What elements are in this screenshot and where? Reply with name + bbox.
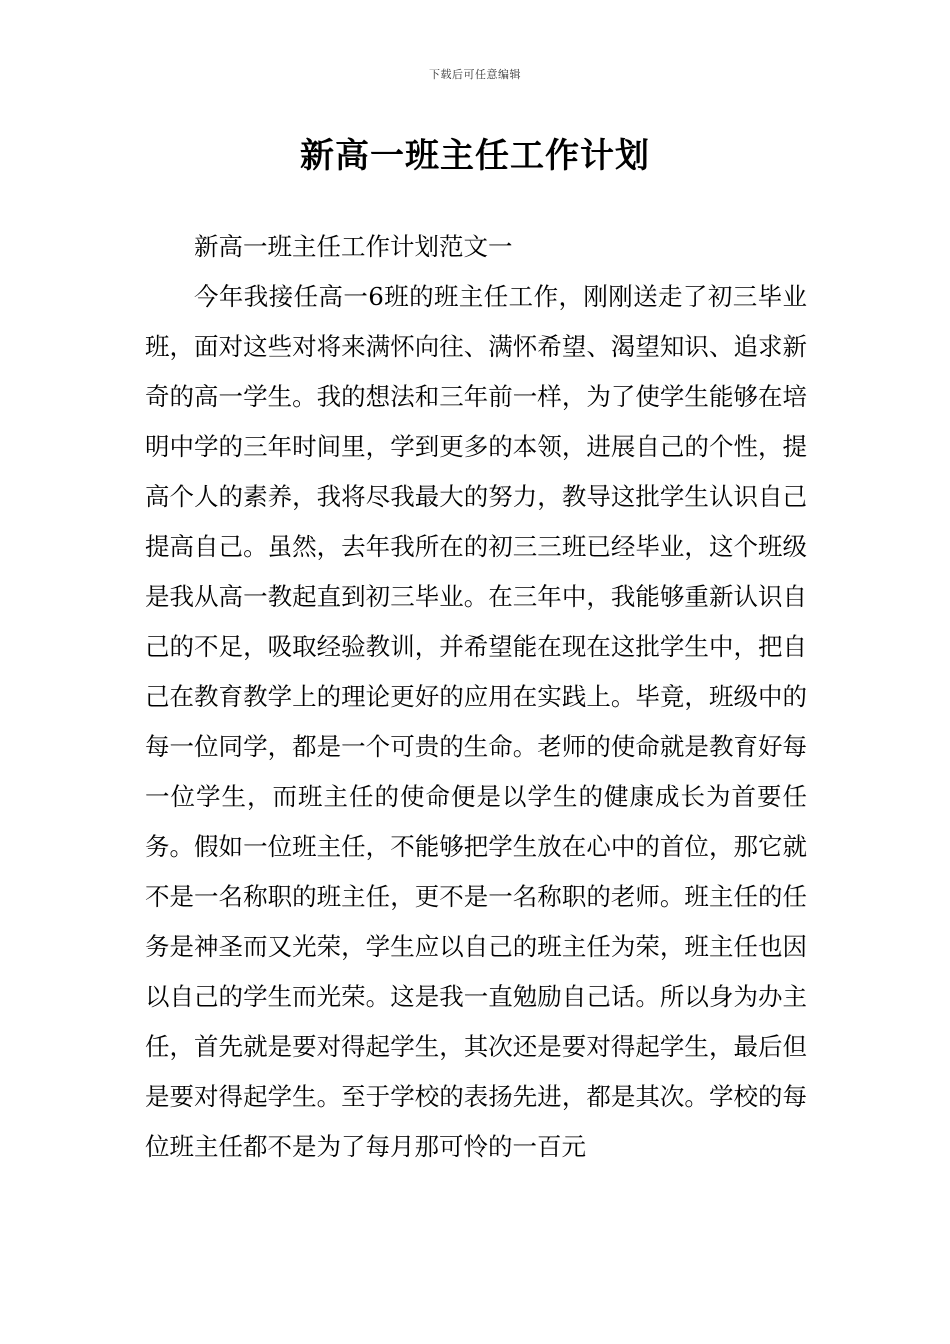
paragraph-subtitle: 新高一班主任工作计划范文一 [194, 232, 513, 261]
page-header-note: 下载后可任意编辑 [429, 68, 521, 81]
document-body [145, 222, 807, 1172]
paragraph-body: 今年我接任高一6班的班主任工作，刚刚送走了初三毕业班，面对这些对将来满怀向往、满怀希望、渴望知识、追求新奇的高一学生。我的想法和三年前一样，为了使学生能够在培明中学的三年时间里，学到更多的本领，进展自己的个性，提高个人的素养，我将尽我最大的努力，教导这批学生认识自己提高自己。虽然，去年我所在的初三三班已经毕业，这个班级是我从高一教起直到初三毕业。在三年中，我能够重新认识自己的不足，吸取经验教训，并希望能在现在这批学生中，把自己在教育教学上的理论更好的应用在实践上。毕竟，班级中的每一位同学，都是一个可贵的生命。老师的使命就是教育好每一位学生，而班主任的使命便是以学生的健康成长为首要任务。假如一位班主任，不能够把学生放在心中的首位，那它就不是一名称职的班主任，更不是一名称职的老师。班主任的任务是神圣而又光荣，学生应以自己的班主任为荣，班主任也因以自己的学生而光荣。这是我一直勉励自己话。所以身为办主任，首先就是要对得起学生，其次还是要对得起学生，最后但是要对得起学生。至于学校的表扬先进，都是其次。学校的每位班主任都不是为了每月那可怜的一百元 [145, 282, 807, 1161]
document-title: 新高一班主任工作计划 [300, 136, 650, 176]
